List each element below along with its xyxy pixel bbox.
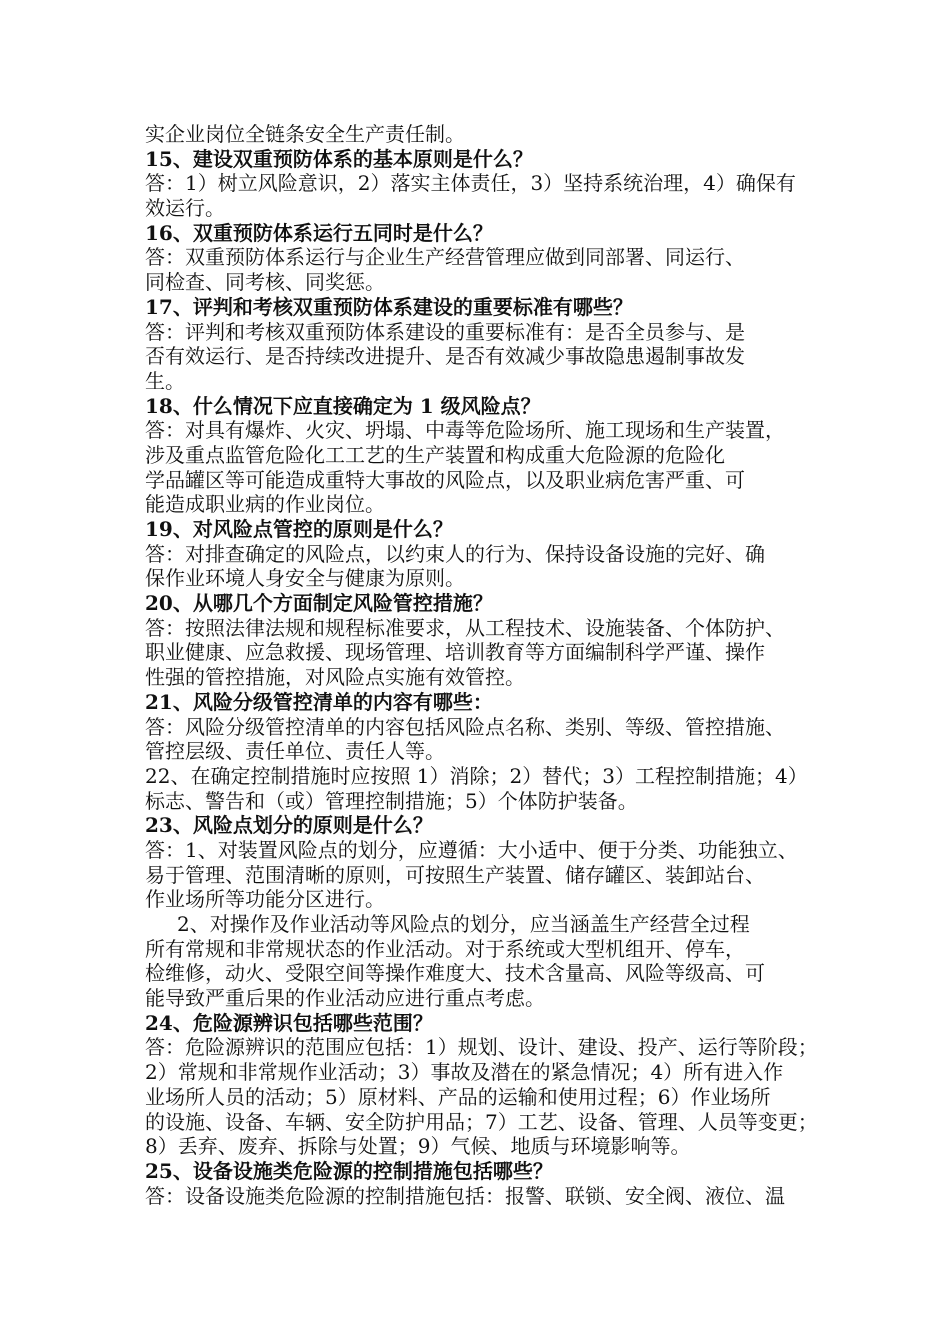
answer-text: 业场所人员的活动；5）原材料、产品的运输和使用过程；6）作业场所	[145, 1084, 771, 1109]
document-page	[145, 122, 825, 1208]
question-heading: 18、什么情况下应直接确定为 1 级风险点？	[145, 393, 541, 418]
answer-text: 性强的管控措施，对风险点实施有效管控。	[145, 665, 525, 690]
question-heading: 17、评判和考核双重预防体系建设的重要标准有哪些？	[145, 294, 633, 319]
answer-text: 能造成职业病的作业岗位。	[145, 492, 385, 517]
answer-text: 职业健康、应急救援、现场管理、培训教育等方面编制科学严谨、操作	[145, 640, 765, 665]
answer-text: 2、对操作及作业活动等风险点的划分，应当涵盖生产经营全过程	[177, 912, 750, 936]
answer-text: 效运行。	[145, 196, 225, 221]
answer-text: 生。	[145, 368, 185, 393]
answer-text: 学品罐区等可能造成重特大事故的风险点，以及职业病危害严重、可	[145, 467, 745, 492]
answer-text: 保作业环境人身安全与健康为原则。	[145, 566, 465, 591]
question-heading: 19、对风险点管控的原则是什么？	[145, 517, 453, 541]
answer-text: 22、在确定控制措施时应按照 1）消除；2）替代；3）工程控制措施；4）	[145, 763, 808, 788]
question-heading: 21、风险分级管控清单的内容有哪些：	[145, 689, 493, 714]
answer-text: 管控层级、责任单位、责任人等。	[145, 739, 445, 764]
question-heading: 20、从哪几个方面制定风险管控措施？	[145, 591, 493, 616]
answer-text: 标志、警告和（或）管理控制措施；5）个体防护装备。	[145, 788, 638, 813]
answer-text: 涉及重点监管危险化工工艺的生产装置和构成重大危险源的危险化	[145, 442, 725, 467]
answer-text: 2）常规和非常规作业活动；3）事故及潜在的紧急情况；4）所有进入作	[145, 1060, 784, 1085]
question-heading: 24、危险源辨识包括哪些范围？	[145, 1010, 433, 1035]
answer-text: 答：按照法律法规和规程标准要求，从工程技术、设施装备、个体防护、	[145, 615, 785, 640]
question-heading: 23、风险点划分的原则是什么？	[145, 813, 433, 838]
answer-text: 同检查、同考核、同奖惩。	[145, 270, 385, 295]
answer-text: 答：1、对装置风险点的划分，应遵循：大小适中、便于分类、功能独立、	[145, 837, 798, 862]
answer-text: 答：风险分级管控清单的内容包括风险点名称、类别、等级、管控措施、	[145, 714, 785, 739]
question-heading: 16、双重预防体系运行五同时是什么？	[145, 220, 493, 245]
answer-text: 答：双重预防体系运行与企业生产经营管理应做到同部署、同运行、	[145, 245, 745, 270]
answer-text: 易于管理、范围清晰的原则，可按照生产装置、储存罐区、装卸站台、	[145, 862, 765, 887]
answer-text: 的设施、设备、车辆、安全防护用品；7）工艺、设备、管理、人员等变更；	[145, 1109, 818, 1134]
question-heading: 25、设备设施类危险源的控制措施包括哪些？	[145, 1158, 553, 1183]
answer-text: 检维修，动火、受限空间等操作难度大、技术含量高、风险等级高、可	[145, 961, 765, 986]
answer-text: 8）丢弃、废弃、拆除与处置；9）气候、地质与环境影响等。	[145, 1134, 691, 1159]
answer-text: 否有效运行、是否持续改进提升、是否有效减少事故隐患遏制事故发	[145, 344, 745, 369]
answer-text: 能导致严重后果的作业活动应进行重点考虑。	[145, 986, 545, 1011]
answer-text: 实企业岗位全链条安全生产责任制。	[145, 122, 465, 146]
answer-text: 答：危险源辨识的范围应包括：1）规划、设计、建设、投产、运行等阶段；	[145, 1035, 818, 1060]
answer-text: 答：设备设施类危险源的控制措施包括：报警、联锁、安全阀、液位、温	[145, 1183, 785, 1208]
answer-text: 答：对具有爆炸、火灾、坍塌、中毒等危险场所、施工现场和生产装置，	[145, 418, 785, 443]
answer-text: 答：1）树立风险意识，2）落实主体责任，3）坚持系统治理，4）确保有	[145, 171, 796, 196]
answer-text: 答：对排查确定的风险点，以约束人的行为、保持设备设施的完好、确	[145, 541, 765, 566]
question-heading: 15、建设双重预防体系的基本原则是什么？	[145, 146, 533, 171]
answer-text: 作业场所等功能分区进行。	[145, 887, 385, 912]
answer-text: 答：评判和考核双重预防体系建设的重要标准有：是否全员参与、是	[145, 319, 745, 344]
answer-text: 所有常规和非常规状态的作业活动。对于系统或大型机组开、停车，	[145, 936, 745, 961]
